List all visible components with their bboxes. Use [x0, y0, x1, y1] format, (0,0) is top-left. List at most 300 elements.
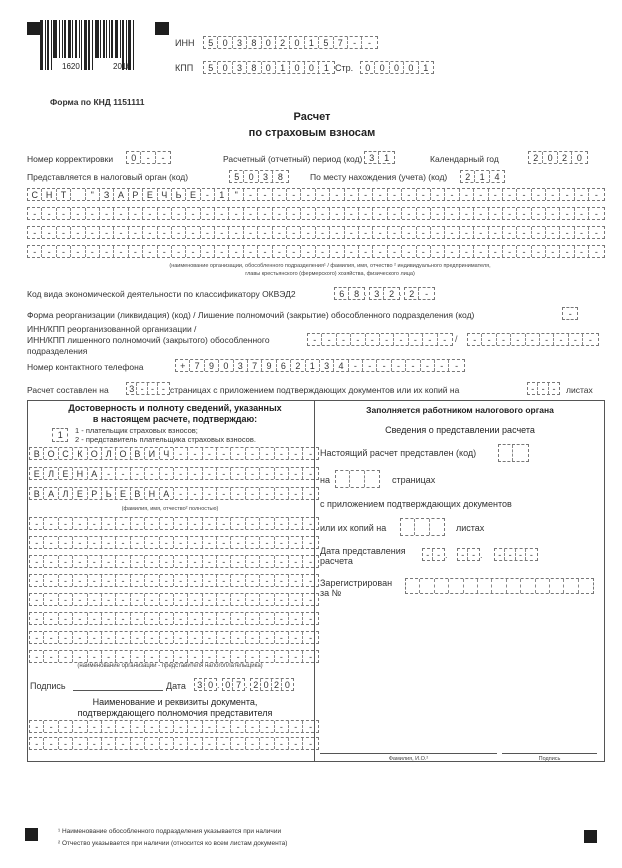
rep-org-row-6[interactable]: [29, 612, 319, 625]
rep-org-row-4[interactable]: [29, 574, 319, 587]
org-name-row-2[interactable]: [27, 207, 605, 220]
char-cell[interactable]: -: [503, 189, 517, 200]
char-cell[interactable]: -: [260, 721, 274, 732]
char-cell[interactable]: -: [160, 468, 174, 479]
char-cell[interactable]: -: [174, 632, 188, 643]
char-cell[interactable]: -: [217, 537, 231, 548]
okved-part-1[interactable]: [334, 287, 365, 300]
char-cell[interactable]: -: [359, 208, 373, 219]
char-cell[interactable]: -: [116, 556, 130, 567]
char-cell[interactable]: -: [309, 651, 313, 662]
char-cell[interactable]: [579, 579, 593, 593]
char-cell[interactable]: -: [443, 334, 447, 345]
char-cell[interactable]: -: [474, 227, 488, 238]
char-cell[interactable]: -: [560, 208, 574, 219]
char-cell[interactable]: 0: [261, 679, 271, 690]
char-cell[interactable]: -: [289, 738, 303, 749]
char-cell[interactable]: -: [373, 246, 387, 257]
char-cell[interactable]: -: [28, 246, 42, 257]
char-cell[interactable]: -: [160, 594, 174, 605]
char-cell[interactable]: -: [388, 208, 402, 219]
rep-org-row-2[interactable]: [29, 536, 319, 549]
doc-row-2[interactable]: [29, 737, 319, 750]
char-cell[interactable]: -: [275, 448, 289, 459]
char-cell[interactable]: -: [145, 468, 159, 479]
char-cell[interactable]: -: [174, 468, 188, 479]
char-cell[interactable]: -: [287, 246, 301, 257]
char-cell[interactable]: -: [59, 594, 73, 605]
char-cell[interactable]: -: [231, 594, 245, 605]
char-cell[interactable]: С: [59, 448, 73, 459]
char-cell[interactable]: -: [188, 738, 202, 749]
char-cell[interactable]: -: [129, 246, 143, 257]
char-cell[interactable]: -: [116, 721, 130, 732]
char-cell[interactable]: -: [431, 189, 445, 200]
char-cell[interactable]: -: [309, 632, 313, 643]
char-cell[interactable]: -: [30, 575, 44, 586]
char-cell[interactable]: -: [275, 651, 289, 662]
char-cell[interactable]: 7: [190, 360, 204, 371]
char-cell[interactable]: -: [57, 246, 71, 257]
char-cell[interactable]: -: [409, 334, 423, 345]
rep-org-row-5[interactable]: [29, 593, 319, 606]
char-cell[interactable]: 4: [494, 171, 500, 182]
char-cell[interactable]: -: [437, 549, 441, 560]
char-cell[interactable]: -: [73, 594, 87, 605]
char-cell[interactable]: -: [158, 246, 172, 257]
char-cell[interactable]: -: [402, 227, 416, 238]
char-cell[interactable]: Ь: [172, 189, 186, 200]
char-cell[interactable]: -: [28, 227, 42, 238]
char-cell[interactable]: -: [402, 246, 416, 257]
char-cell[interactable]: -: [201, 189, 215, 200]
char-cell[interactable]: 8: [354, 288, 360, 299]
char-cell[interactable]: Р: [129, 189, 143, 200]
char-cell[interactable]: -: [73, 575, 87, 586]
char-cell[interactable]: -: [406, 360, 420, 371]
char-cell[interactable]: -: [143, 246, 157, 257]
char-cell[interactable]: -: [102, 575, 116, 586]
char-cell[interactable]: 3: [233, 37, 247, 48]
char-cell[interactable]: [536, 579, 550, 593]
char-cell[interactable]: -: [246, 488, 260, 499]
date-day-field[interactable]: [194, 678, 217, 691]
char-cell[interactable]: -: [44, 575, 58, 586]
char-cell[interactable]: -: [289, 468, 303, 479]
char-cell[interactable]: -: [116, 537, 130, 548]
char-cell[interactable]: -: [309, 721, 313, 732]
char-cell[interactable]: -: [30, 537, 44, 548]
char-cell[interactable]: -: [188, 468, 202, 479]
char-cell[interactable]: -: [100, 227, 114, 238]
char-cell[interactable]: [449, 579, 463, 593]
signer-code-field[interactable]: [52, 428, 68, 442]
char-cell[interactable]: -: [188, 721, 202, 732]
char-cell[interactable]: -: [231, 738, 245, 749]
char-cell[interactable]: -: [594, 246, 598, 257]
char-cell[interactable]: 2: [558, 152, 572, 163]
char-cell[interactable]: -: [201, 227, 215, 238]
char-cell[interactable]: -: [145, 721, 159, 732]
char-cell[interactable]: -: [217, 738, 231, 749]
char-cell[interactable]: -: [116, 594, 130, 605]
char-cell[interactable]: 1: [215, 189, 229, 200]
char-cell[interactable]: [401, 519, 415, 535]
char-cell[interactable]: -: [309, 738, 313, 749]
char-cell[interactable]: -: [186, 227, 200, 238]
char-cell[interactable]: -: [258, 189, 272, 200]
char-cell[interactable]: -: [377, 360, 391, 371]
char-cell[interactable]: -: [516, 549, 526, 560]
attachments-count-field[interactable]: [527, 382, 560, 395]
char-cell[interactable]: [71, 189, 85, 200]
char-cell[interactable]: 2: [276, 37, 290, 48]
char-cell[interactable]: -: [100, 246, 114, 257]
char-cell[interactable]: -: [289, 651, 303, 662]
char-cell[interactable]: О: [116, 448, 130, 459]
char-cell[interactable]: -: [552, 383, 556, 394]
char-cell[interactable]: [513, 445, 527, 461]
char-cell[interactable]: -: [231, 575, 245, 586]
char-cell[interactable]: -: [388, 246, 402, 257]
period-field[interactable]: [364, 151, 395, 164]
char-cell[interactable]: -: [44, 518, 58, 529]
char-cell[interactable]: -: [215, 246, 229, 257]
char-cell[interactable]: -: [42, 208, 56, 219]
char-cell[interactable]: -: [301, 227, 315, 238]
char-cell[interactable]: 1: [475, 171, 489, 182]
char-cell[interactable]: -: [229, 208, 243, 219]
char-cell[interactable]: -: [594, 189, 598, 200]
right-date-month-field[interactable]: [457, 548, 480, 561]
char-cell[interactable]: 2: [529, 152, 543, 163]
char-cell[interactable]: -: [309, 448, 313, 459]
char-cell[interactable]: -: [258, 208, 272, 219]
char-cell[interactable]: Т: [57, 189, 71, 200]
char-cell[interactable]: -: [273, 189, 287, 200]
char-cell[interactable]: -: [330, 227, 344, 238]
char-cell[interactable]: -: [380, 334, 394, 345]
char-cell[interactable]: -: [244, 227, 258, 238]
char-cell[interactable]: -: [503, 208, 517, 219]
char-cell[interactable]: -: [160, 556, 174, 567]
char-cell[interactable]: -: [148, 383, 158, 394]
char-cell[interactable]: -: [203, 556, 217, 567]
char-cell[interactable]: -: [217, 488, 231, 499]
char-cell[interactable]: -: [116, 738, 130, 749]
char-cell[interactable]: -: [116, 632, 130, 643]
char-cell[interactable]: -: [345, 208, 359, 219]
inn-field[interactable]: [203, 36, 378, 49]
char-cell[interactable]: -: [131, 651, 145, 662]
char-cell[interactable]: -: [489, 246, 503, 257]
char-cell[interactable]: -: [86, 227, 100, 238]
char-cell[interactable]: -: [73, 632, 87, 643]
char-cell[interactable]: -: [258, 246, 272, 257]
char-cell[interactable]: -: [30, 518, 44, 529]
char-cell[interactable]: -: [289, 488, 303, 499]
char-cell[interactable]: 1: [306, 360, 320, 371]
char-cell[interactable]: -: [275, 721, 289, 732]
char-cell[interactable]: -: [246, 468, 260, 479]
char-cell[interactable]: -: [231, 518, 245, 529]
char-cell[interactable]: -: [174, 594, 188, 605]
char-cell[interactable]: -: [102, 537, 116, 548]
char-cell[interactable]: -: [73, 537, 87, 548]
char-cell[interactable]: 3: [127, 383, 137, 394]
char-cell[interactable]: -: [231, 488, 245, 499]
okved-part-3[interactable]: [404, 287, 435, 300]
char-cell[interactable]: -: [308, 334, 322, 345]
char-cell[interactable]: 1: [276, 62, 290, 73]
char-cell[interactable]: Ч: [158, 189, 172, 200]
char-cell[interactable]: -: [402, 189, 416, 200]
char-cell[interactable]: -: [309, 556, 313, 567]
char-cell[interactable]: -: [260, 594, 274, 605]
char-cell[interactable]: З: [100, 189, 114, 200]
char-cell[interactable]: -: [174, 721, 188, 732]
char-cell[interactable]: -: [88, 721, 102, 732]
page-number-field[interactable]: [360, 61, 434, 74]
char-cell[interactable]: -: [188, 537, 202, 548]
submitted-code-field[interactable]: [498, 444, 529, 462]
kpp-field[interactable]: [203, 61, 335, 74]
char-cell[interactable]: -: [388, 227, 402, 238]
char-cell[interactable]: -: [517, 208, 531, 219]
char-cell[interactable]: -: [301, 189, 315, 200]
location-field[interactable]: [460, 170, 505, 183]
char-cell[interactable]: [430, 519, 444, 535]
char-cell[interactable]: -: [102, 632, 116, 643]
char-cell[interactable]: -: [445, 189, 459, 200]
char-cell[interactable]: -: [217, 575, 231, 586]
char-cell[interactable]: -: [30, 632, 44, 643]
char-cell[interactable]: 2: [405, 288, 419, 299]
char-cell[interactable]: -: [260, 632, 274, 643]
char-cell[interactable]: -: [114, 208, 128, 219]
char-cell[interactable]: -: [421, 360, 435, 371]
char-cell[interactable]: -: [289, 556, 303, 567]
char-cell[interactable]: 2: [272, 679, 282, 690]
char-cell[interactable]: 0: [290, 62, 304, 73]
char-cell[interactable]: -: [260, 537, 274, 548]
char-cell[interactable]: -: [275, 556, 289, 567]
char-cell[interactable]: 0: [262, 37, 276, 48]
char-cell[interactable]: -: [131, 632, 145, 643]
char-cell[interactable]: -: [44, 651, 58, 662]
char-cell[interactable]: -: [114, 227, 128, 238]
char-cell[interactable]: -: [131, 721, 145, 732]
char-cell[interactable]: -: [145, 556, 159, 567]
char-cell[interactable]: 3: [233, 62, 247, 73]
char-cell[interactable]: -: [275, 594, 289, 605]
char-cell[interactable]: -: [203, 537, 217, 548]
char-cell[interactable]: 5: [319, 37, 333, 48]
char-cell[interactable]: -: [505, 549, 515, 560]
char-cell[interactable]: -: [231, 556, 245, 567]
char-cell[interactable]: -: [517, 189, 531, 200]
char-cell[interactable]: -: [44, 613, 58, 624]
char-cell[interactable]: -: [309, 488, 313, 499]
char-cell[interactable]: -: [116, 651, 130, 662]
char-cell[interactable]: [499, 445, 513, 461]
char-cell[interactable]: -: [435, 360, 449, 371]
date-year-field[interactable]: [250, 678, 294, 691]
char-cell[interactable]: -: [88, 556, 102, 567]
char-cell[interactable]: -: [73, 738, 87, 749]
char-cell[interactable]: -: [161, 383, 165, 394]
char-cell[interactable]: Е: [73, 488, 87, 499]
char-cell[interactable]: -: [560, 246, 574, 257]
char-cell[interactable]: -: [203, 448, 217, 459]
char-cell[interactable]: -: [73, 556, 87, 567]
char-cell[interactable]: -: [367, 37, 371, 48]
char-cell[interactable]: -: [203, 488, 217, 499]
char-cell[interactable]: 0: [290, 37, 304, 48]
char-cell[interactable]: -: [203, 613, 217, 624]
char-cell[interactable]: -: [316, 246, 330, 257]
char-cell[interactable]: -: [287, 189, 301, 200]
date-month-field[interactable]: [222, 678, 245, 691]
char-cell[interactable]: -: [246, 721, 260, 732]
org-name-row-1[interactable]: [27, 188, 605, 201]
char-cell[interactable]: -: [246, 575, 260, 586]
char-cell[interactable]: 2: [291, 360, 305, 371]
char-cell[interactable]: -: [309, 613, 313, 624]
char-cell[interactable]: -: [229, 227, 243, 238]
char-cell[interactable]: -: [28, 208, 42, 219]
char-cell[interactable]: -: [102, 738, 116, 749]
char-cell[interactable]: -: [57, 208, 71, 219]
char-cell[interactable]: -: [309, 518, 313, 529]
char-cell[interactable]: -: [160, 721, 174, 732]
char-cell[interactable]: -: [203, 721, 217, 732]
char-cell[interactable]: -: [246, 448, 260, 459]
char-cell[interactable]: -: [246, 613, 260, 624]
fio-line[interactable]: [320, 753, 497, 754]
char-cell[interactable]: -: [137, 383, 147, 394]
right-date-day-field[interactable]: [422, 548, 445, 561]
char-cell[interactable]: -: [260, 468, 274, 479]
char-cell[interactable]: -: [217, 594, 231, 605]
char-cell[interactable]: Н: [73, 468, 87, 479]
char-cell[interactable]: Л: [44, 468, 58, 479]
char-cell[interactable]: 3: [365, 152, 379, 163]
char-cell[interactable]: -: [246, 518, 260, 529]
char-cell[interactable]: -: [174, 518, 188, 529]
char-cell[interactable]: -: [373, 189, 387, 200]
char-cell[interactable]: -: [330, 208, 344, 219]
char-cell[interactable]: О: [88, 448, 102, 459]
char-cell[interactable]: -: [145, 613, 159, 624]
char-cell[interactable]: -: [174, 537, 188, 548]
char-cell[interactable]: 3: [234, 360, 248, 371]
char-cell[interactable]: -: [423, 334, 437, 345]
char-cell[interactable]: -: [575, 208, 589, 219]
char-cell[interactable]: Е: [186, 189, 200, 200]
char-cell[interactable]: 0: [361, 62, 375, 73]
char-cell[interactable]: 0: [208, 679, 214, 690]
char-cell[interactable]: -: [231, 651, 245, 662]
registered-number-field[interactable]: [405, 578, 594, 594]
char-cell[interactable]: -: [460, 208, 474, 219]
char-cell[interactable]: -: [260, 738, 274, 749]
char-cell[interactable]: -: [73, 518, 87, 529]
char-cell[interactable]: -: [30, 721, 44, 732]
char-cell[interactable]: -: [287, 208, 301, 219]
char-cell[interactable]: [420, 579, 434, 593]
char-cell[interactable]: 5: [230, 171, 244, 182]
char-cell[interactable]: -: [174, 448, 188, 459]
char-cell[interactable]: -: [532, 208, 546, 219]
char-cell[interactable]: -: [186, 246, 200, 257]
char-cell[interactable]: -: [174, 556, 188, 567]
char-cell[interactable]: -: [174, 738, 188, 749]
char-cell[interactable]: 0: [305, 62, 319, 73]
char-cell[interactable]: -: [345, 246, 359, 257]
char-cell[interactable]: -: [275, 632, 289, 643]
char-cell[interactable]: -: [131, 468, 145, 479]
char-cell[interactable]: -: [174, 651, 188, 662]
char-cell[interactable]: -: [145, 537, 159, 548]
char-cell[interactable]: -: [160, 537, 174, 548]
char-cell[interactable]: -: [102, 613, 116, 624]
phone-field[interactable]: [175, 359, 465, 372]
char-cell[interactable]: -: [59, 632, 73, 643]
char-cell[interactable]: -: [86, 208, 100, 219]
char-cell[interactable]: Ч: [160, 448, 174, 459]
char-cell[interactable]: -: [217, 518, 231, 529]
char-cell[interactable]: -: [532, 189, 546, 200]
char-cell[interactable]: -: [30, 651, 44, 662]
char-cell[interactable]: [406, 579, 420, 593]
char-cell[interactable]: -: [145, 594, 159, 605]
char-cell[interactable]: -: [246, 537, 260, 548]
char-cell[interactable]: -: [482, 334, 496, 345]
char-cell[interactable]: -: [468, 334, 482, 345]
char-cell[interactable]: -: [366, 334, 380, 345]
char-cell[interactable]: -: [289, 518, 303, 529]
char-cell[interactable]: 1: [423, 62, 429, 73]
char-cell[interactable]: -: [246, 556, 260, 567]
char-cell[interactable]: -: [417, 189, 431, 200]
char-cell[interactable]: -: [359, 189, 373, 200]
char-cell[interactable]: -: [330, 246, 344, 257]
char-cell[interactable]: Е: [143, 189, 157, 200]
reorg-code-field[interactable]: [562, 307, 578, 320]
signer-patronymic-field[interactable]: [29, 487, 319, 500]
char-cell[interactable]: -: [114, 246, 128, 257]
char-cell[interactable]: -: [575, 246, 589, 257]
char-cell[interactable]: -: [71, 246, 85, 257]
char-cell[interactable]: 9: [205, 360, 219, 371]
char-cell[interactable]: -: [44, 537, 58, 548]
char-cell[interactable]: -: [71, 227, 85, 238]
char-cell[interactable]: -: [244, 246, 258, 257]
char-cell[interactable]: 1: [323, 62, 329, 73]
char-cell[interactable]: -: [30, 613, 44, 624]
char-cell[interactable]: 3: [320, 360, 334, 371]
char-cell[interactable]: -: [503, 227, 517, 238]
char-cell[interactable]: -: [116, 468, 130, 479]
char-cell[interactable]: -: [445, 208, 459, 219]
char-cell[interactable]: 2: [461, 171, 475, 182]
char-cell[interactable]: И: [145, 448, 159, 459]
char-cell[interactable]: -: [188, 651, 202, 662]
char-cell[interactable]: -: [244, 189, 258, 200]
char-cell[interactable]: -: [260, 448, 274, 459]
char-cell[interactable]: -: [275, 738, 289, 749]
